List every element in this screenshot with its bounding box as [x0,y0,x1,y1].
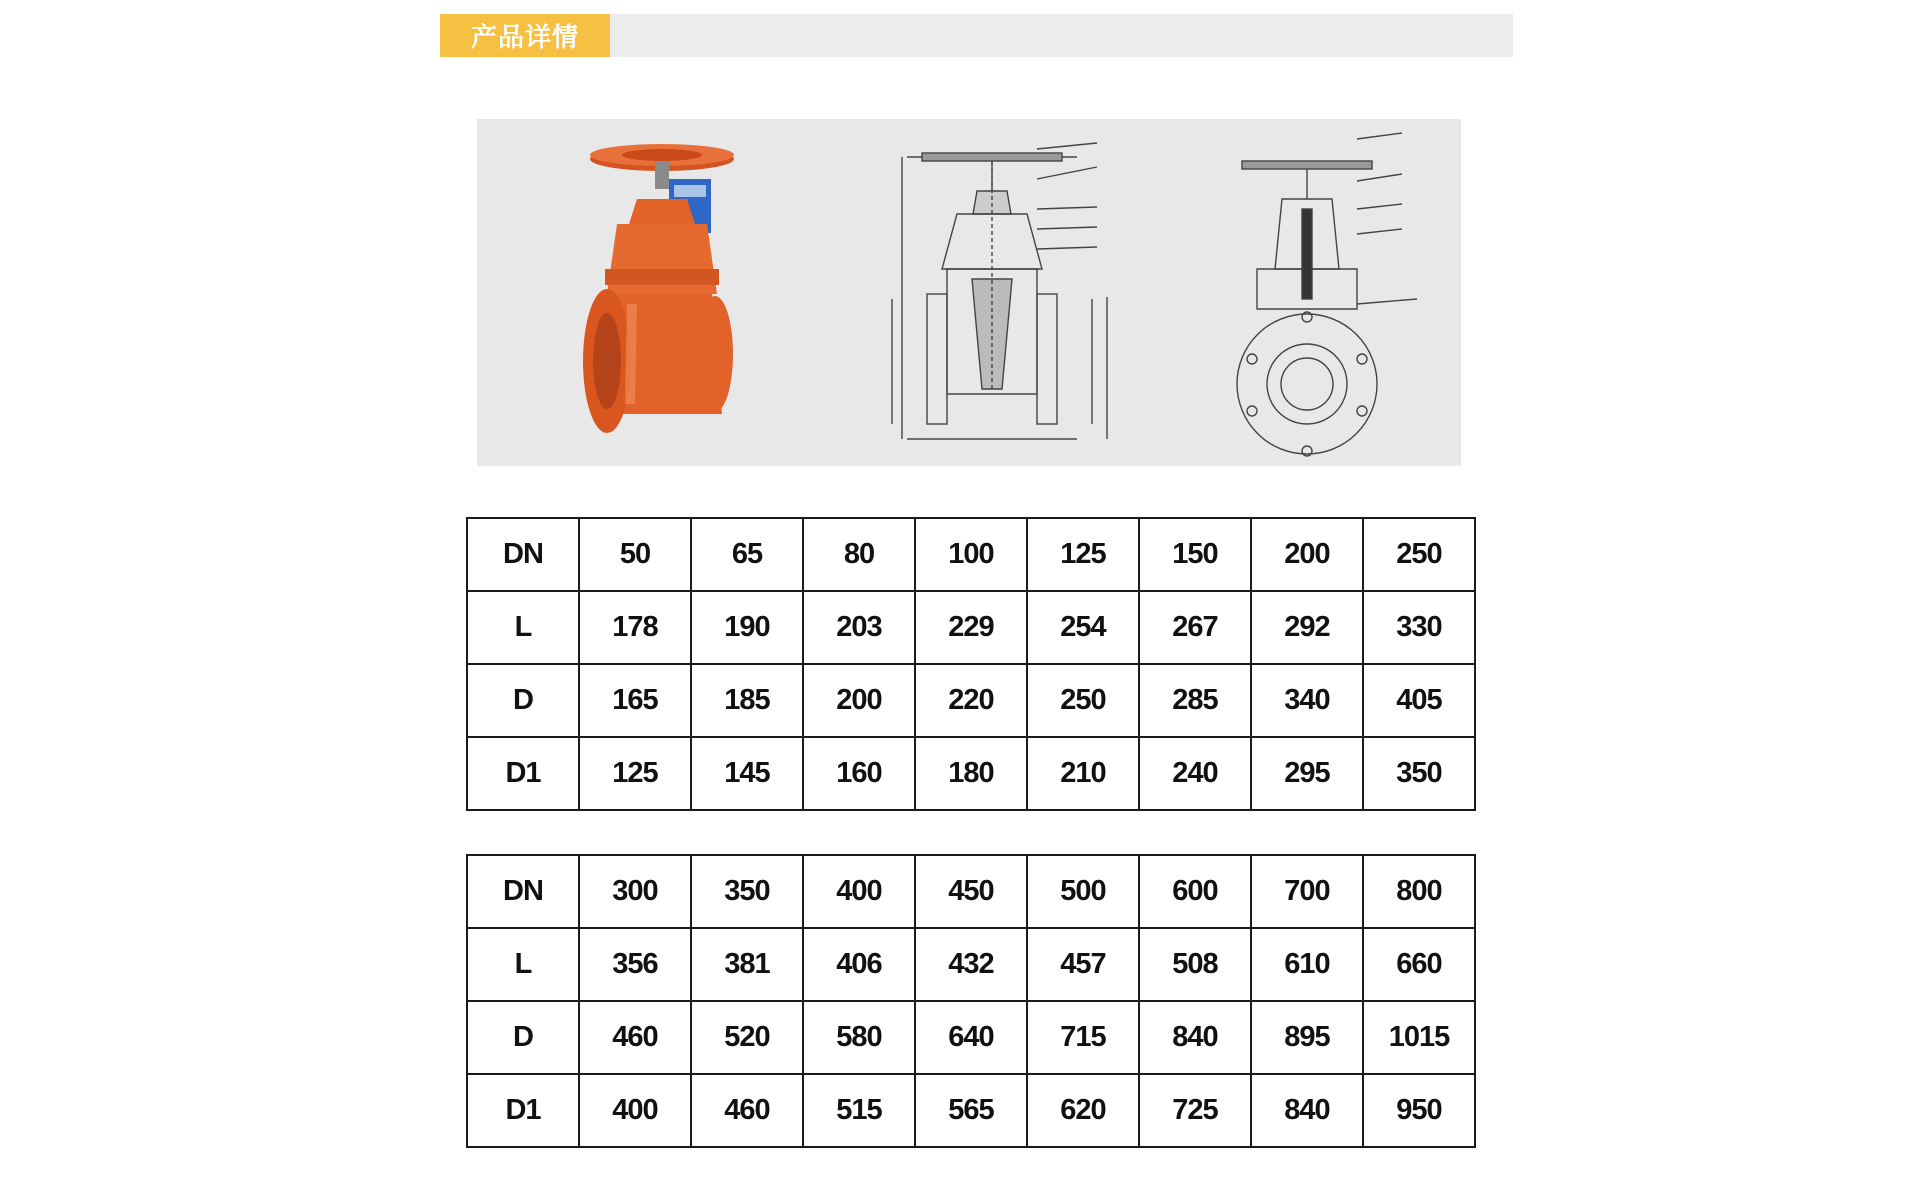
table-cell: 610 [1251,928,1363,1001]
table-cell: 80 [803,518,915,591]
table-cell: 50 [579,518,691,591]
table-cell: 950 [1363,1074,1475,1147]
table-cell: 160 [803,737,915,810]
table-cell: 400 [803,855,915,928]
table-cell: 432 [915,928,1027,1001]
table-cell: 292 [1251,591,1363,664]
valve-end-view-drawing [1237,133,1417,456]
table-cell: 200 [803,664,915,737]
table-cell: 640 [915,1001,1027,1074]
table-cell: 178 [579,591,691,664]
table-cell: 100 [915,518,1027,591]
row-label-cell: D1 [467,737,579,810]
table-cell: 800 [1363,855,1475,928]
table-cell: 203 [803,591,915,664]
table-cell: 350 [1363,737,1475,810]
table-cell: 220 [915,664,1027,737]
table-cell: 406 [803,928,915,1001]
table-cell: 450 [915,855,1027,928]
table-row [467,664,1475,737]
table-cell: 229 [915,591,1027,664]
table-cell: 300 [579,855,691,928]
valve-section-drawing [892,143,1107,439]
table-cell: 840 [1251,1074,1363,1147]
row-label-cell: DN [467,855,579,928]
table-row [467,1001,1475,1074]
table-cell: 840 [1139,1001,1251,1074]
valve-photo [583,144,734,433]
table-cell: 125 [1027,518,1139,591]
table-cell: 520 [691,1001,803,1074]
row-label-cell: D [467,1001,579,1074]
table-cell: 180 [915,737,1027,810]
table-cell: 165 [579,664,691,737]
table-cell: 660 [1363,928,1475,1001]
table-row [467,591,1475,664]
table-cell: 400 [579,1074,691,1147]
table-row [467,518,1475,591]
table-cell: 700 [1251,855,1363,928]
table-cell: 600 [1139,855,1251,928]
table-cell: 460 [691,1074,803,1147]
table-cell: 515 [803,1074,915,1147]
table-row [467,1074,1475,1147]
table-cell: 460 [579,1001,691,1074]
table-cell: 715 [1027,1001,1139,1074]
table-cell: 145 [691,737,803,810]
table-cell: 457 [1027,928,1139,1001]
table-cell: 500 [1027,855,1139,928]
table-cell: 267 [1139,591,1251,664]
table-cell: 295 [1251,737,1363,810]
table-cell: 125 [579,737,691,810]
row-label-cell: DN [467,518,579,591]
table-cell: 150 [1139,518,1251,591]
table-cell: 65 [691,518,803,591]
product-image-panel [477,119,1461,466]
table-cell: 350 [691,855,803,928]
table-cell: 250 [1027,664,1139,737]
table-row [467,855,1475,928]
spec-table-large-sizes [466,854,1476,1148]
table-cell: 356 [579,928,691,1001]
table-cell: 620 [1027,1074,1139,1147]
spec-table-small-sizes [466,517,1476,811]
table-cell: 240 [1139,737,1251,810]
table-cell: 381 [691,928,803,1001]
row-label-cell: L [467,928,579,1001]
row-label-cell: L [467,591,579,664]
table-row [467,928,1475,1001]
table-cell: 580 [803,1001,915,1074]
table-cell: 210 [1027,737,1139,810]
table-cell: 565 [915,1074,1027,1147]
table-cell: 1015 [1363,1001,1475,1074]
table-cell: 285 [1139,664,1251,737]
section-header-bar [440,14,1513,57]
table-cell: 895 [1251,1001,1363,1074]
table-cell: 190 [691,591,803,664]
table-cell: 725 [1139,1074,1251,1147]
table-cell: 200 [1251,518,1363,591]
table-cell: 254 [1027,591,1139,664]
table-cell: 330 [1363,591,1475,664]
row-label-cell: D1 [467,1074,579,1147]
table-cell: 405 [1363,664,1475,737]
table-cell: 508 [1139,928,1251,1001]
row-label-cell: D [467,664,579,737]
table-cell: 250 [1363,518,1475,591]
product-details-tab: 产品详情 [440,14,610,57]
table-row [467,737,1475,810]
table-cell: 340 [1251,664,1363,737]
table-cell: 185 [691,664,803,737]
